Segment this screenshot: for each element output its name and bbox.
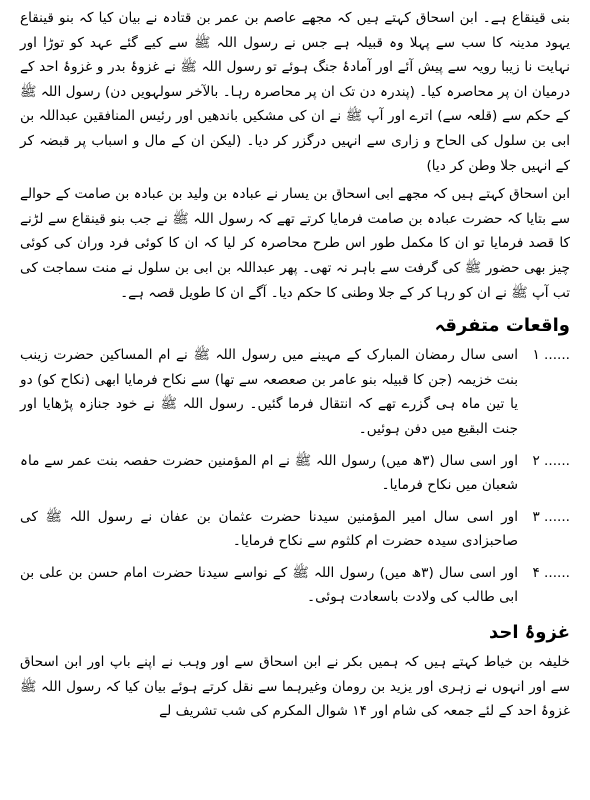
list-item — [20, 505, 570, 554]
item-text: اور اسی سال (۳ھ میں) رسول اللہ ﷺ نے ام المؤمنین حضرت حفصہ بنت عمر سے ماہ شعبان میں نکاح فرمایا۔ — [20, 452, 518, 494]
events-list — [20, 343, 570, 610]
list-item — [20, 561, 570, 610]
list-item — [20, 449, 570, 498]
item-text: اور اسی سال (۳ھ میں) رسول اللہ ﷺ کے نواسے سیدنا حضرت امام حسن بن علی بن ابی طالب کی ولادت باسعادت ہوئی۔ — [20, 564, 518, 606]
heading-miscellaneous-events: واقعات متفرقہ — [434, 315, 570, 337]
item-number: ۴ ...... — [532, 564, 570, 581]
paragraph-banu-qaynuqa: بنی قینقاع ہے۔ ابن اسحاق کہتے ہیں کہ مجھے عاصم بن عمر بن قتادہ نے بیان کیا کہ بنو قینقاع یہود مدینہ کا سب سے پہلا وہ قبیلہ ہے جس نے رسول اللہ ﷺ سے کیے گئے عہد کو توڑا اور نہایت نا زیبا رویہ سے پیش آئے اور آمادۂ جنگ ہوئے تو رسول اللہ ﷺ نے غزوۂ بدر و غزوۂ احد کے درمیان ان پر محاصرہ کیا۔ (پندرہ دن تک ان پر محاصرہ رہا۔ بالآخر سولہویں دن) رسول اللہ ﷺ کے حکم سے (قلعہ سے) اترے اور آپ ﷺ نے ان کی مشکیں باندھیں اور رئیس المنافقین عبداللہ بن ابی بن سلول کی الحاح و زاری سے انہیں درگزر کر دیا۔ (لیکن ان کے مال و اسباب پر قبضہ کر کے انہیں جلا وطن کر دیا) — [20, 10, 570, 174]
item-number: ۲ ...... — [532, 452, 570, 469]
item-text: اور اسی سال امیر المؤمنین سیدنا حضرت عثمان بن عفان نے رسول اللہ ﷺ کی صاحبزادی سیدہ حضرت ام کلثوم سے نکاح فرمایا۔ — [20, 508, 518, 550]
list-item — [20, 343, 570, 441]
item-number: ۱ ...... — [532, 347, 570, 364]
paragraph-uhud-narration: خلیفہ بن خیاط کہتے ہیں کہ ہمیں بکر نے ابن اسحاق سے اور وہب نے اپنے باپ اور ابن اسحاق سے اور انہوں نے زہری اور یزید بن رومان وغیرہما سے نقل کرتے ہوئے بیان کیا کہ رسول اللہ ﷺ غزوۂ احد کے لئے جمعہ کی شام اور ۱۴ شوال المکرم کی شب تشریف لے — [20, 654, 570, 720]
item-text: اسی سال رمضان المبارک کے مہینے میں رسول اللہ ﷺ نے ام المساکین حضرت زینب بنت خزیمہ (جن کا قبیلہ بنو عامر بن صعصعہ سے تھا) سے نکاح فرمایا ابھی (نکاح کو) دو یا تین ماہ ہی گزرے تھے کہ انتقال فرما گئیں۔ رسول اللہ ﷺ نے خود جنازہ پڑھایا اور جنت البقیع میں دفن ہوئیں۔ — [20, 347, 518, 437]
heading-ghazwa-uhud: غزوۂ احد — [488, 622, 570, 644]
paragraph-ibn-ishaq-report: ابن اسحاق کہتے ہیں کہ مجھے ابی اسحاق بن یسار نے عبادہ بن ولید بن عبادہ بن صامت کے حوالے سے بتایا کہ حضرت عبادہ بن صامت فرمایا کرتے تھے کہ رسول اللہ ﷺ نے جب بنو قینقاع سے لڑنے کا قصد فرمایا تو ان کا مکمل طور اس طرح محاصرہ کر لیا کہ ان کا کوئی فرد وران کی کوئی چیز بھی حضور ﷺ کی گرفت سے باہر نہ تھی۔ پھر عبداللہ بن ابی بن سلول نے منت سماجت کی تب آپ ﷺ نے ان کو رہا کر کے جلا وطنی کا حکم دیا۔ آگے ان کا طویل قصہ ہے۔ — [20, 186, 570, 301]
item-number: ۳ ...... — [532, 508, 570, 525]
